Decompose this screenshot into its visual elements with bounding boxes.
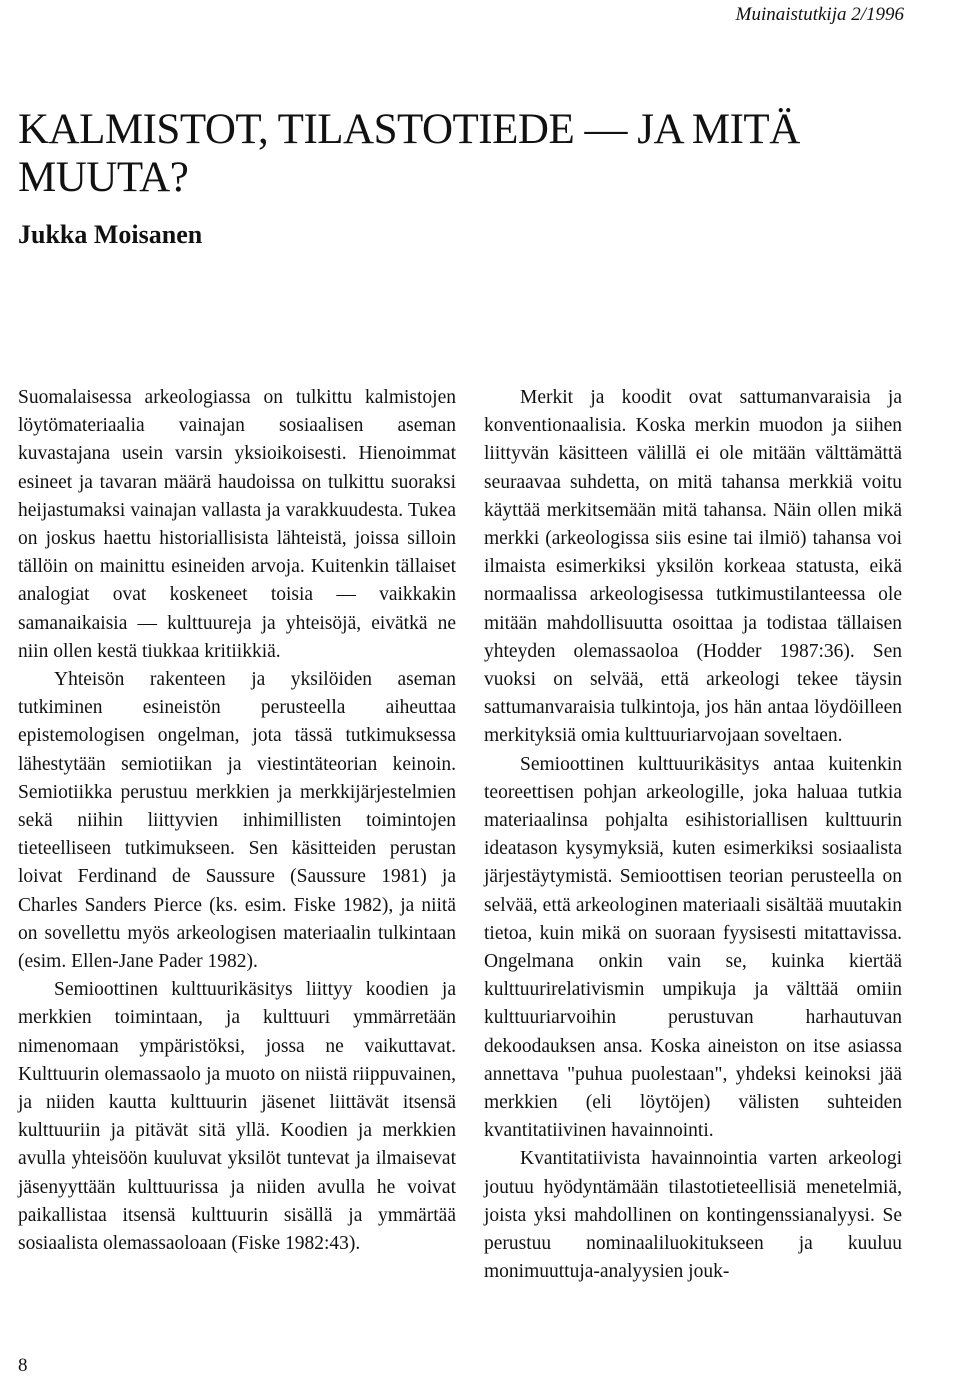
paragraph: Merkit ja koodit ovat sattumanvaraisia ja konventionaalisia. Koska merkin muodon ja siihen liittyvän käsitteen välillä ei ole mitään välttämättä seuraavaa suhdetta, on mitä tahansa merkkiä voitu käyttää merkitsemään mitä tahansa. Näin ollen mikä merkki (arkeologissa siis esine tai ilmiö) tahansa voi ilmaista esimerkiksi yksilön korkeaa statusta, eikä normaalissa arkeologisessa tutkimustilanteessa ole mitään mahdollisuutta osoittaa ja todistaa tällaisen yhteyden olemassaoloa (Hodder 1987:36). Sen vuoksi on selvää, että arkeologi tekee täysin sattumanvaraisia tulkintoja, jos hän antaa löydöilleen merkityksiä omia kulttuuriarvojaan soveltaen. bbox=[484, 387, 902, 747]
paragraph: Semioottinen kulttuurikäsitys liittyy koodien ja merkkien toimintaan, ja kulttuuri ymmärretään nimenomaan ympäristöksi, jossa ne vaikuttavat. Kulttuurin olemassaolo ja muoto on niistä riippuvainen, ja niiden kautta kulttuurin jäsenet liittävät itsensä kulttuuriin ja pitävät sitä yllä. Koodien ja merkkien avulla yhteisöön kuuluvat yksilöt tuntevat ja ilmaisevat jäsenyyttään kulttuurissa ja niiden avulla he voivat paikallistaa itsensä kulttuurin sisällä ja ymmärtää sosiaalista olemassaoloaan (Fiske 1982:43). bbox=[18, 979, 456, 1255]
page-number: 8 bbox=[18, 1355, 28, 1376]
article-author: Jukka Moisanen bbox=[18, 220, 203, 249]
paragraph: Yhteisön rakenteen ja yksilöiden aseman tutkiminen esineistön perusteella aiheuttaa epistemologisen ongelman, jota tässä tutkimuksessa lähestytään semiotiikan ja viestintäteorian keinoin. Semiotiikka perustuu merkkien ja merkkijärjestelmien sekä niihin liittyvien inhimillisten toimintojen tieteelliseen tutkimukseen. Sen käsitteiden perustan loivat Ferdinand de Saussure (Saussure 1981) ja Charles Sanders Pierce (ks. esim. Fiske 1982), ja niitä on sovellettu myös arkeologisen materiaalin tulkintaan (esim. Ellen-Jane Pader 1982). bbox=[18, 669, 456, 973]
paragraph: Kvantitatiivista havainnointia varten arkeologi joutuu hyödyntämään tilastotieteellisiä menetelmiä, joista yksi mahdollinen on kontingenssianalyysi. Se perustuu nominaaliluokitukseen ja kuuluu monimuuttuja-analyysien jouk- bbox=[484, 1148, 902, 1283]
running-head-journal: Muinaistutkija 2/1996 bbox=[735, 4, 904, 25]
article-title: KALMISTOT, TILASTOTIEDE — JA MITÄ MUUTA? bbox=[18, 106, 800, 201]
paragraph: Semioottinen kulttuurikäsitys antaa kuitenkin teoreettisen pohjan arkeologille, joka haluaa tutkia materiaalinsa pohjalta esihistoriallisen kulttuurin ideatason kysymyksiä, kuten esimerkiksi sosiaalista järjestäytymistä. Semioottisen teorian perusteella on selvää, että arkeologinen materiaali sisältää muutakin tietoa, kuin mikä on suoraan fyysisesti mitattavissa. Ongelmana onkin vain se, kuinka kiertää kulttuurirelativismin umpikuja ja välttää omiin kulttuuriarvoihin perustuvan harhautuvan dekoodauksen ansa. Koska aineiston on itse asiassa annettava "puhua puolestaan", yhdeksi keinoksi jää merkkien (eli löytöjen) välisten suhteiden kvantitatiivinen havainnointi. bbox=[484, 753, 902, 1142]
paragraph: Suomalaisessa arkeologiassa on tulkittu kalmistojen löytömateriaalia vainajan sosiaalisen aseman kuvastajana usein varsin yksioikoisesti. Hienoimmat esineet ja tavaran määrä haudoissa on tulkittu suoraksi heijastumaksi vainajan vallasta ja varakkuudesta. Tukea on joskus haettu historiallisista lähteistä, joissa silloin tällöin on mainittu esineiden arvoja. Kuitenkin tällaiset analogiat ovat koskeneet toisia — vaikkakin samanaikaisia — kulttuureja ja yhteisöjä, eivätkä ne niin ollen kestä tiukkaa kritiikkiä. bbox=[18, 387, 456, 662]
right-column bbox=[484, 384, 902, 1287]
left-column bbox=[18, 384, 456, 1258]
